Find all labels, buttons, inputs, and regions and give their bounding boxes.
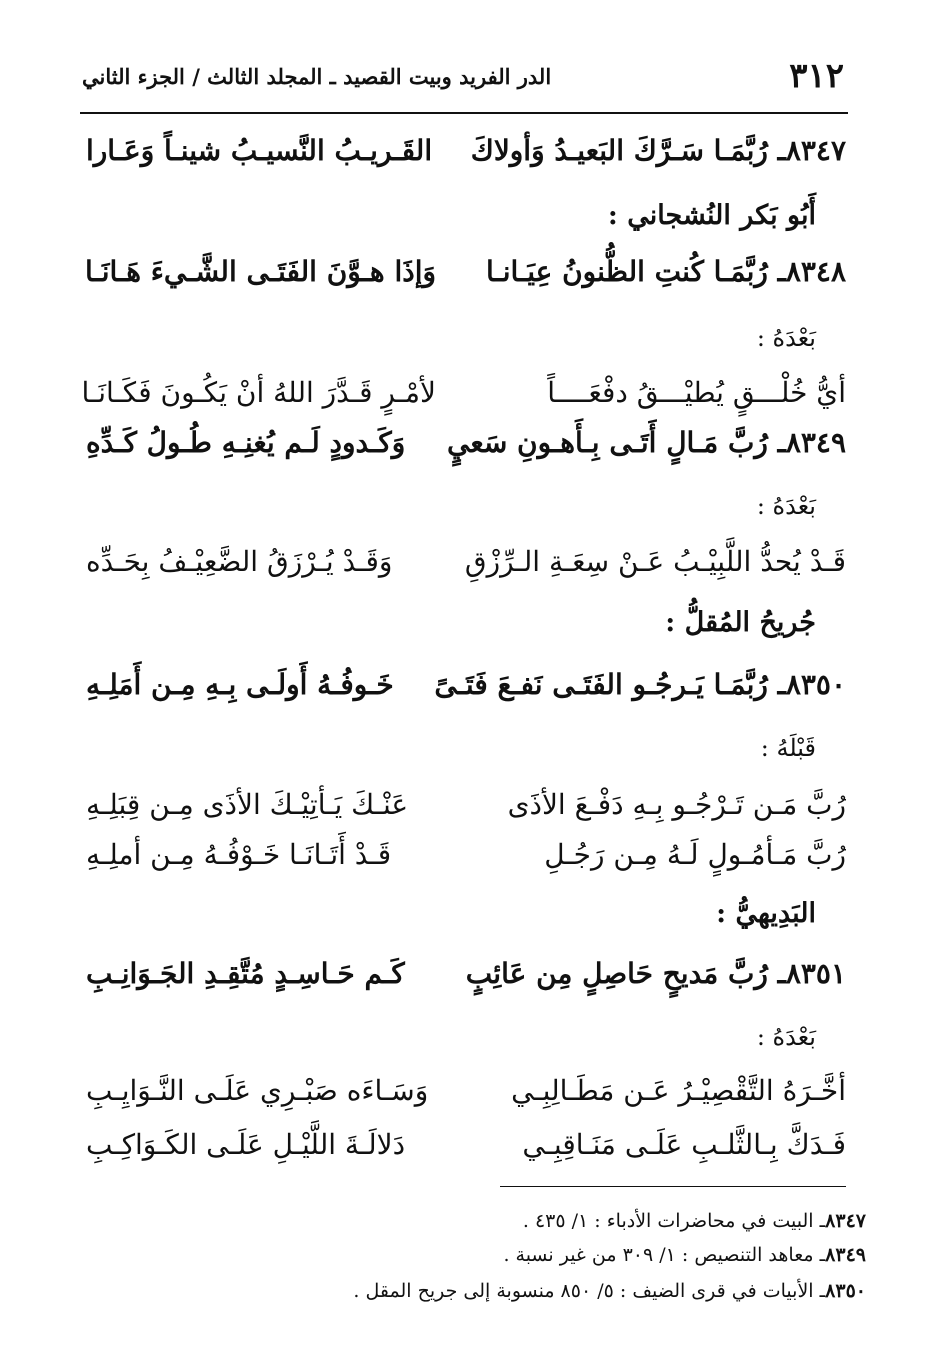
verse-line xyxy=(86,128,846,174)
verse-line xyxy=(81,370,846,416)
footnote-number: ٨٣٤٧ xyxy=(825,1210,866,1232)
first-hemistich-text: ـ رُبَّ مَـالٍ أَتَـى بِـأَهـونِ سَعيٍ xyxy=(447,426,786,459)
verse-line xyxy=(86,662,846,708)
poet-attribution: أَبُو بَكر النُشجاني : xyxy=(607,200,816,231)
footnote-number: ٨٣٤٩ xyxy=(825,1244,866,1266)
first-hemistich xyxy=(485,249,846,295)
verse-line xyxy=(86,249,846,295)
second-hemistich: وَكَـدودٍ لَـم يُغنِـهِ طُـولُ كَـدِّهِ xyxy=(86,426,406,459)
verse-line xyxy=(86,1122,846,1168)
context-label: بَعْدَهُ : xyxy=(756,492,816,520)
footnote-rule xyxy=(500,1186,846,1187)
footnote xyxy=(503,1240,866,1270)
footnote xyxy=(523,1206,866,1236)
first-hemistich: أخَّـرَهُ التَّقْصِيْـرُ عَـن مَطَـالِبِـي xyxy=(511,1074,846,1107)
context-label: قَبْلَهُ : xyxy=(760,734,816,762)
first-hemistich: رُبَّ مَـأمُـولٍ لَـهُ مِـن رَجُـلِ xyxy=(544,838,846,871)
verse-number: ٨٣٤٧ xyxy=(785,134,846,167)
first-hemistich-text: ـ رُبَّ مَديحٍ حَاصِلٍ مِن عَائِبٍ xyxy=(465,957,786,990)
poet-attribution: البَدِيهيُّ : xyxy=(716,898,816,929)
first-hemistich: فَـدَكَّ بِـالثَّلـبِ عَلَـى مَنَـاقِبِـي xyxy=(522,1128,846,1161)
first-hemistich-text: ـ رُبَّمَـا يَـرجُـو الفَتَـى نَفـعَ فَتَـىً xyxy=(434,668,786,701)
page-number: ٣١٢ xyxy=(789,56,844,96)
first-hemistich: قَـدْ يُحدُّ اللَّبِيْـبُ عَـنْ سِعَـةِ الـرِّزْقِ xyxy=(464,545,846,578)
second-hemistich: وَإذَا هـوَّنَ الفَتَـى الشَّـيءَ هَـانَـا xyxy=(84,255,436,288)
footnote-number: ٨٣٥٠ xyxy=(825,1280,866,1302)
second-hemistich: عَنْـكَ يَـأتِيْـكَ الأذَى مِـن قِبَلِـهِ xyxy=(86,788,409,821)
first-hemistich xyxy=(465,951,846,997)
context-label: بَعْدَهُ : xyxy=(756,1023,816,1051)
page-header xyxy=(82,56,844,106)
second-hemistich: دَلالَـةَ اللَّيْـلِ عَلَـى الكَـوَاكِـبِ xyxy=(86,1128,406,1161)
poet-attribution: جُريحُ المُقلُّ : xyxy=(665,607,816,638)
first-hemistich xyxy=(434,662,846,708)
verse-number: ٨٣٥١ xyxy=(785,957,846,990)
verse-number: ٨٣٤٨ xyxy=(785,255,846,288)
verse-number: ٨٣٤٩ xyxy=(785,426,846,459)
first-hemistich-text: ـ رُبَّمَـا كُنتِ الظُّنونُ عِيَـانـا xyxy=(485,255,786,288)
verse-line xyxy=(86,782,846,828)
first-hemistich xyxy=(447,420,846,466)
footnote-text: ـ البيت في محاضرات الأدباء : ١/ ٤٣٥ . xyxy=(522,1210,826,1232)
footnote-text: ـ معاهد التنصيص : ١/ ٣٠٩ من غير نسبة . xyxy=(503,1244,826,1266)
verse-number: ٨٣٥٠ xyxy=(785,668,846,701)
second-hemistich: لأمْـرٍ قَـدَّرَ اللهُ أنْ يَكُـونَ فَكَـانَـا xyxy=(81,376,436,409)
verse-line xyxy=(86,832,846,878)
second-hemistich: وَسَـاءَه صَبْـرِي عَلَـى النَّـوَايِـبِ xyxy=(86,1074,429,1107)
verse-line xyxy=(86,539,846,585)
first-hemistich-text: ـ رُبَّمَـا سَـرَّكَ البَعيـدُ وَأولاكَ xyxy=(470,134,786,167)
second-hemistich: وَقَـدْ يُـرْزَقُ الضَّعِيْـفُ بِحَـدِّه xyxy=(86,545,393,578)
footnote-text: ـ الأبيات في قرى الضيف : ٥/ ٨٥٠ منسوبة إلى جريح المقل . xyxy=(353,1280,826,1302)
context-label: بَعْدَهُ : xyxy=(756,324,816,352)
verse-line xyxy=(86,420,846,466)
first-hemistich xyxy=(470,128,846,174)
second-hemistich: قَـدْ أَتَـانَـا خَـوْفُـهُ مِـن أملِـهِ xyxy=(86,838,392,871)
footnote xyxy=(353,1276,866,1306)
first-hemistich: أيُّ خُلْـــقٍ يُطيْـــقُ دفْعَــــاً xyxy=(547,376,846,409)
verse-line xyxy=(86,1068,846,1114)
second-hemistich: كَـم حَـاسِـدٍ مُتَّقِـدِ الجَـوَانِـبِ xyxy=(86,957,405,990)
first-hemistich: رُبَّ مَـن تَـرْجُـو بِـهِ دَفْـعَ الأذَى xyxy=(507,788,846,821)
running-title: الدر الفريد وبيت القصيد ـ المجلد الثالث / الجزء الثاني xyxy=(82,64,552,89)
second-hemistich: خَـوفُـهُ أَولَـى بِـهِ مِـن أَمَلِـهِ xyxy=(86,668,394,701)
verse-line xyxy=(86,951,846,997)
header-rule xyxy=(80,112,848,114)
second-hemistich: القَـريـبُ النَّسيـبُ شينـاً وَعَـارا xyxy=(86,134,433,167)
